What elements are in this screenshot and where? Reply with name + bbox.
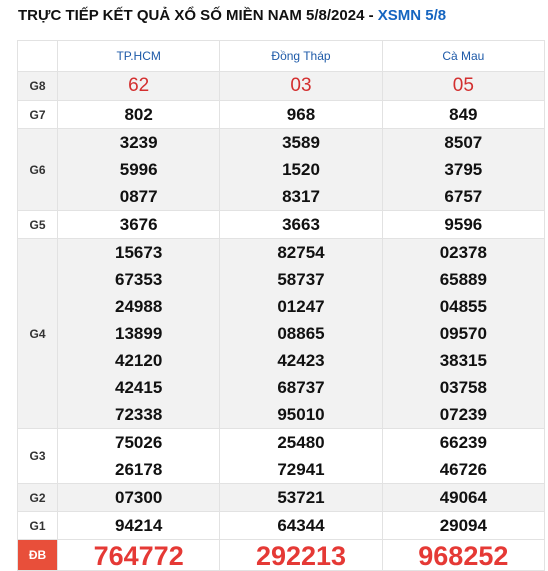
province-ca-mau[interactable]: Cà Mau — [382, 41, 544, 72]
result-number: 66239 — [439, 433, 487, 452]
result-number: 08865 — [277, 324, 325, 343]
prize-row-g5 — [18, 211, 545, 239]
title-link[interactable]: XSMN 5/8 — [377, 7, 447, 24]
result-number: 968 — [286, 105, 316, 124]
result-number: 15673 — [115, 243, 163, 262]
result-number: 72338 — [115, 405, 163, 424]
result-number: 8507 — [444, 133, 483, 152]
prize-row-g3 — [18, 429, 545, 484]
prize-label: G5 — [18, 211, 58, 239]
result-number: 3676 — [119, 215, 158, 234]
title-text: TRỰC TIẾP KẾT QUẢ XỔ SỐ MIỀN NAM 5/8/2024 - — [18, 7, 378, 24]
result-number: 46726 — [439, 460, 487, 479]
result-number: 53721 — [277, 488, 325, 507]
prize-row-g6 — [18, 129, 545, 211]
result-number: 07300 — [115, 488, 163, 507]
result-number: 802 — [124, 105, 153, 124]
result-number: 3663 — [282, 215, 320, 234]
result-number: 5996 — [119, 160, 158, 179]
result-number: 65889 — [439, 270, 487, 289]
result-number: 3239 — [119, 133, 158, 152]
prize-row-g4 — [18, 239, 545, 429]
prize-label: G1 — [18, 512, 58, 540]
result-number: 849 — [449, 105, 478, 124]
result-number: 58737 — [277, 270, 325, 289]
result-number: 42423 — [277, 351, 325, 370]
result-number: 01247 — [277, 297, 325, 316]
province-tp-hcm[interactable]: TP.HCM — [58, 41, 220, 72]
prize-row-g2 — [18, 484, 545, 512]
result-number: 68737 — [277, 378, 325, 397]
prize-label: G3 — [18, 429, 58, 484]
result-number: 94214 — [115, 516, 163, 535]
prize-label: G6 — [18, 129, 58, 211]
result-number: 24988 — [115, 297, 163, 316]
result-number: 02378 — [439, 243, 487, 262]
prize-row-g8 — [18, 72, 545, 101]
result-number: 82754 — [277, 243, 325, 262]
result-number: 95010 — [277, 405, 325, 424]
page-title — [18, 4, 543, 28]
special-prize-number: 764772 — [93, 541, 184, 571]
result-number: 49064 — [439, 488, 487, 507]
prize-label-db: ĐB — [18, 540, 58, 571]
prize-label: G8 — [18, 72, 58, 101]
result-number: 05 — [452, 75, 474, 96]
prize-row-g1 — [18, 512, 545, 540]
results-table — [17, 40, 545, 571]
corner-cell — [18, 41, 58, 72]
result-number: 26178 — [115, 460, 163, 479]
special-prize-number: 292213 — [255, 541, 347, 571]
result-number: 03 — [290, 75, 312, 96]
result-number: 8317 — [282, 187, 320, 206]
result-number: 0877 — [119, 187, 158, 206]
result-number: 09570 — [439, 324, 487, 343]
result-number: 3589 — [282, 133, 320, 152]
result-number: 67353 — [115, 270, 163, 289]
result-number: 75026 — [115, 433, 163, 452]
province-dong-thap[interactable]: Đồng Tháp — [220, 41, 382, 72]
result-number: 9596 — [444, 215, 483, 234]
result-number: 3795 — [444, 160, 483, 179]
province-header-row — [18, 41, 545, 72]
prize-label: G7 — [18, 101, 58, 129]
result-number: 07239 — [439, 405, 487, 424]
special-prize-number: 968252 — [418, 541, 509, 571]
result-number: 38315 — [439, 351, 487, 370]
prize-row-db — [18, 540, 545, 571]
result-number: 42120 — [115, 351, 163, 370]
prize-label: G2 — [18, 484, 58, 512]
result-number: 64344 — [277, 516, 325, 535]
result-number: 62 — [128, 75, 150, 96]
prize-label: G4 — [18, 239, 58, 429]
result-number: 03758 — [439, 378, 487, 397]
result-number: 04855 — [439, 297, 487, 316]
result-number: 72941 — [277, 460, 325, 479]
result-number: 29094 — [439, 516, 487, 535]
result-number: 13899 — [115, 324, 163, 343]
result-number: 6757 — [444, 187, 483, 206]
prize-row-g7 — [18, 101, 545, 129]
result-number: 1520 — [282, 160, 320, 179]
result-number: 42415 — [115, 378, 163, 397]
result-number: 25480 — [277, 433, 325, 452]
